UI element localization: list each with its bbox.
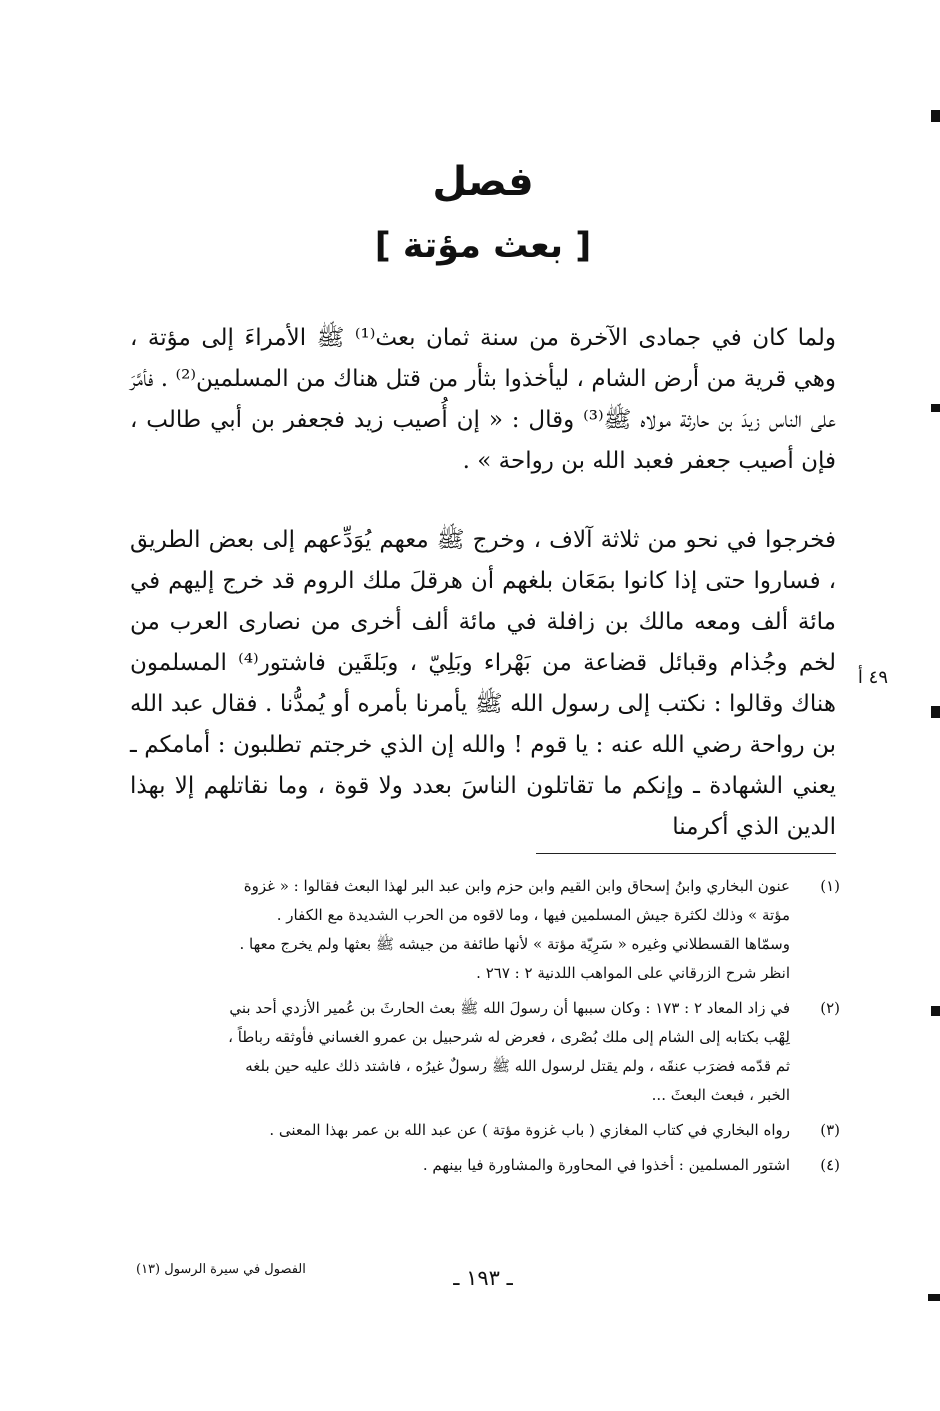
footnote-line: اشتور المسلمين : أخذوا في المحاورة والمشاورة فيا بينهم . [422, 1156, 790, 1174]
scan-edge-mark [931, 1006, 940, 1016]
footnote-line: انظر شرح الزرقاني على المواهب اللدنية ٢ : ٢٦٧ . [476, 964, 790, 982]
footnote-number: (١) [820, 877, 840, 895]
margin-folio-note: ٤٩ أ [857, 667, 888, 688]
running-title: الفصول في سيرة الرسول (١٣) [136, 1262, 306, 1277]
footnote-line: وسمّاها القسطلاني وغيره « سَرِيّة مؤتة » لأنها طائفة من جيشه ﷺ بعثها ولم يخرج معها . [239, 935, 790, 953]
body-paragraph-2: فخرجوا في نحو من ثلاثة آلاف ، وخرج ﷺ معهم يُوَدِّعهم إلى بعض الطريق ، فساروا حتى إذا كانوا بمَعَان بلغهم أن هرقلَ ملك الروم قد خرج إليهم في مائة ألف ومعه مالك بن زافلة في مائة ألف أخرى من نصارى العرب من لخم وجُذام وقبائل قضاعة من بَهْراء وبَلِيّ ، وبَلقَين فاشتور⁽⁴⁾ المسلمون هناك وقالوا : نكتب إلى رسول الله ﷺ يأمرنا بأمره أو يُمدُّنا . فقال عبد الله بن رواحة رضي الله عنه : يا قوم ! والله إن الذي خرجتم تطلبون : أمامكم ـ يعني الشهادة ـ وإنكم ما تقاتلون الناسَ بعدد ولا قوة ، وما نقاتلهم إلا بهذا الدين الذي أكرمنا [130, 527, 836, 840]
section-subtitle: [ بعث مؤتة ] [374, 226, 592, 266]
page-footer [130, 1258, 836, 1298]
scan-edge-mark [931, 110, 940, 122]
footnote-line: الخبر ، فبعث البعثَ ... [651, 1086, 790, 1104]
page-number: ـ ١٩٣ ـ [453, 1266, 513, 1290]
scan-edge-mark [928, 1294, 940, 1301]
footnote-2 [130, 994, 840, 1110]
footnote-number: (٤) [820, 1156, 840, 1174]
footnote-line: في زاد المعاد ٢ : ١٧٣ : وكان سببها أن رسولَ الله ﷺ بعث الحارثَ بن عُمير الأزدي أحد بني [229, 999, 790, 1017]
footnote-line: مؤتة » وذلك لكثرة جيش المسلمين فيها ، وما لاقوه من الحرب الشديدة مع الكفار . [276, 906, 790, 924]
body-paragraph-1: ولما كان في جمادى الآخرة من سنة ثمان بعث⁽¹⁾ ﷺ الأمراءَ إلى مؤتة ، وهي قرية من أرض الشام ، ليأخذوا بثأر من قتل هناك من المسلمين⁽²⁾ . فأمَّرَ على الناس زيدَ بن حارثة مولاه ﷺ⁽³⁾ وقال : « إن أُصيب زيد فجعفر بن أبي طالب ، فإن أصيب جعفر فعبد الله بن رواحة » . [130, 325, 836, 474]
footnote-4 [130, 1151, 840, 1180]
footnote-line: ثم قدّمه فضرَب عنقَه ، ولم يقتل لرسول الله ﷺ رسولٌ غيرُه ، فاشتد ذلك عليه حين بلغه [245, 1057, 790, 1075]
footnote-line: لِهْب بكتابه إلى الشام إلى ملك بُصْرى ، فعرض له شرحبيل بن عمرو الغساني فأوثقه رباطاً ، [228, 1028, 790, 1046]
scan-edge-mark [931, 706, 940, 718]
footnote-1 [130, 872, 840, 988]
chapter-title: فصل [432, 159, 534, 205]
footnotes [130, 872, 840, 1186]
scan-edge-mark [931, 404, 940, 412]
footnote-separator [536, 853, 836, 854]
footnote-line: عنون البخاري وابنُ إسحاق وابن القيم وابن حزم وابن عبد البر لهذا البعث فقالوا : « غزوة [243, 877, 790, 895]
footnote-number: (٢) [820, 999, 840, 1017]
footnote-3 [130, 1116, 840, 1145]
footnote-line: رواه البخاري في كتاب المغازي ( باب غزوة مؤتة ) عن عبد الله بن عمر بهذا المعنى . [269, 1121, 790, 1139]
footnote-number: (٣) [820, 1121, 840, 1139]
